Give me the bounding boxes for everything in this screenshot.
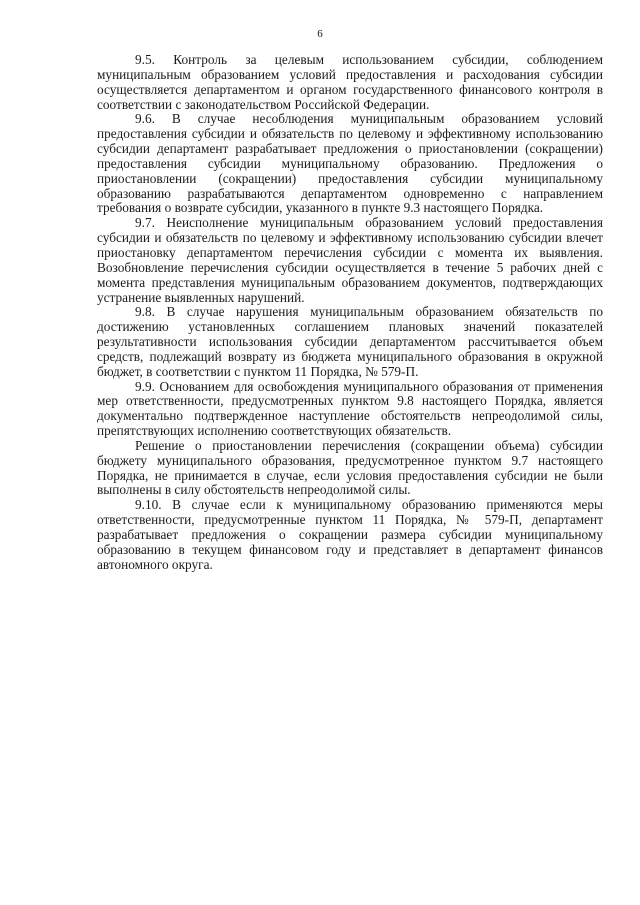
paragraph-9-10: 9.10. В случае если к муниципальному образованию применяются меры ответственности, предусмотренные пунктом 11 Порядка, № 579-П, департамент разрабатывает предложения о сокращении размера субсидии муниципальному образованию в текущем финансовом году и представляет в департамент финансов автономного округа.	[97, 497, 603, 572]
paragraph-9-8: 9.8. В случае нарушения муниципальным образованием обязательств по достижению установленных соглашением плановых значений показателей результативности использования субсидии департаментом рассчитывается объем средств, подлежащий возврату из бюджета муниципального образования в окружной бюджет, в соответствии с пунктом 11 Порядка, № 579-П.	[97, 304, 603, 379]
paragraph-9-7: 9.7. Неисполнение муниципальным образованием условий предоставления субсидии и обязательств по целевому и эффективному использованию субсидии влечет приостановку департаментом перечисления субсидии с момента их выявления. Возобновление перечисления субсидии осуществляется в течение 5 рабочих дней с момента представления муниципальным образованием документов, подтверждающих устранение выявленных нарушений.	[97, 215, 603, 305]
page-number: 6	[317, 28, 323, 40]
paragraph-9-5: 9.5. Контроль за целевым использованием субсидии, соблюдением муниципальным образованием условий предоставления и расходования субсидии осуществляется департаментом и органом государственного финансового контроля в соответствии с законодательством Российской Федерации.	[97, 52, 603, 112]
document-body	[97, 53, 603, 573]
paragraph-9-6: 9.6. В случае несоблюдения муниципальным образованием условий предоставления субсидии и обязательств по целевому и эффективному использованию субсидии департамент разрабатывает предложения о приостановлении (сокращении) предоставления субсидии муниципальному образованию. Предложения о приостановлении (сокращении) предоставления субсидии муниципальному образованию разрабатываются департаментом одновременно с направлением требования о возврате субсидии, указанного в пункте 9.3 настоящего Порядка.	[97, 111, 603, 216]
paragraph-9-9-decision: Решение о приостановлении перечисления (сокращении объема) субсидии бюджету муниципального образования, предусмотренное пунктом 9.7 настоящего Порядка, не принимается в случае, если условия предоставления субсидии не были выполнены в силу обстоятельств непреодолимой силы.	[97, 437, 603, 498]
paragraph-9-9: 9.9. Основанием для освобождения муниципального образования от применения мер ответственности, предусмотренных пунктом 9.8 настоящего Порядка, является документально подтвержденное наступление обстоятельств непреодолимой силы, препятствующих исполнению соответствующих обязательств.	[97, 378, 603, 439]
